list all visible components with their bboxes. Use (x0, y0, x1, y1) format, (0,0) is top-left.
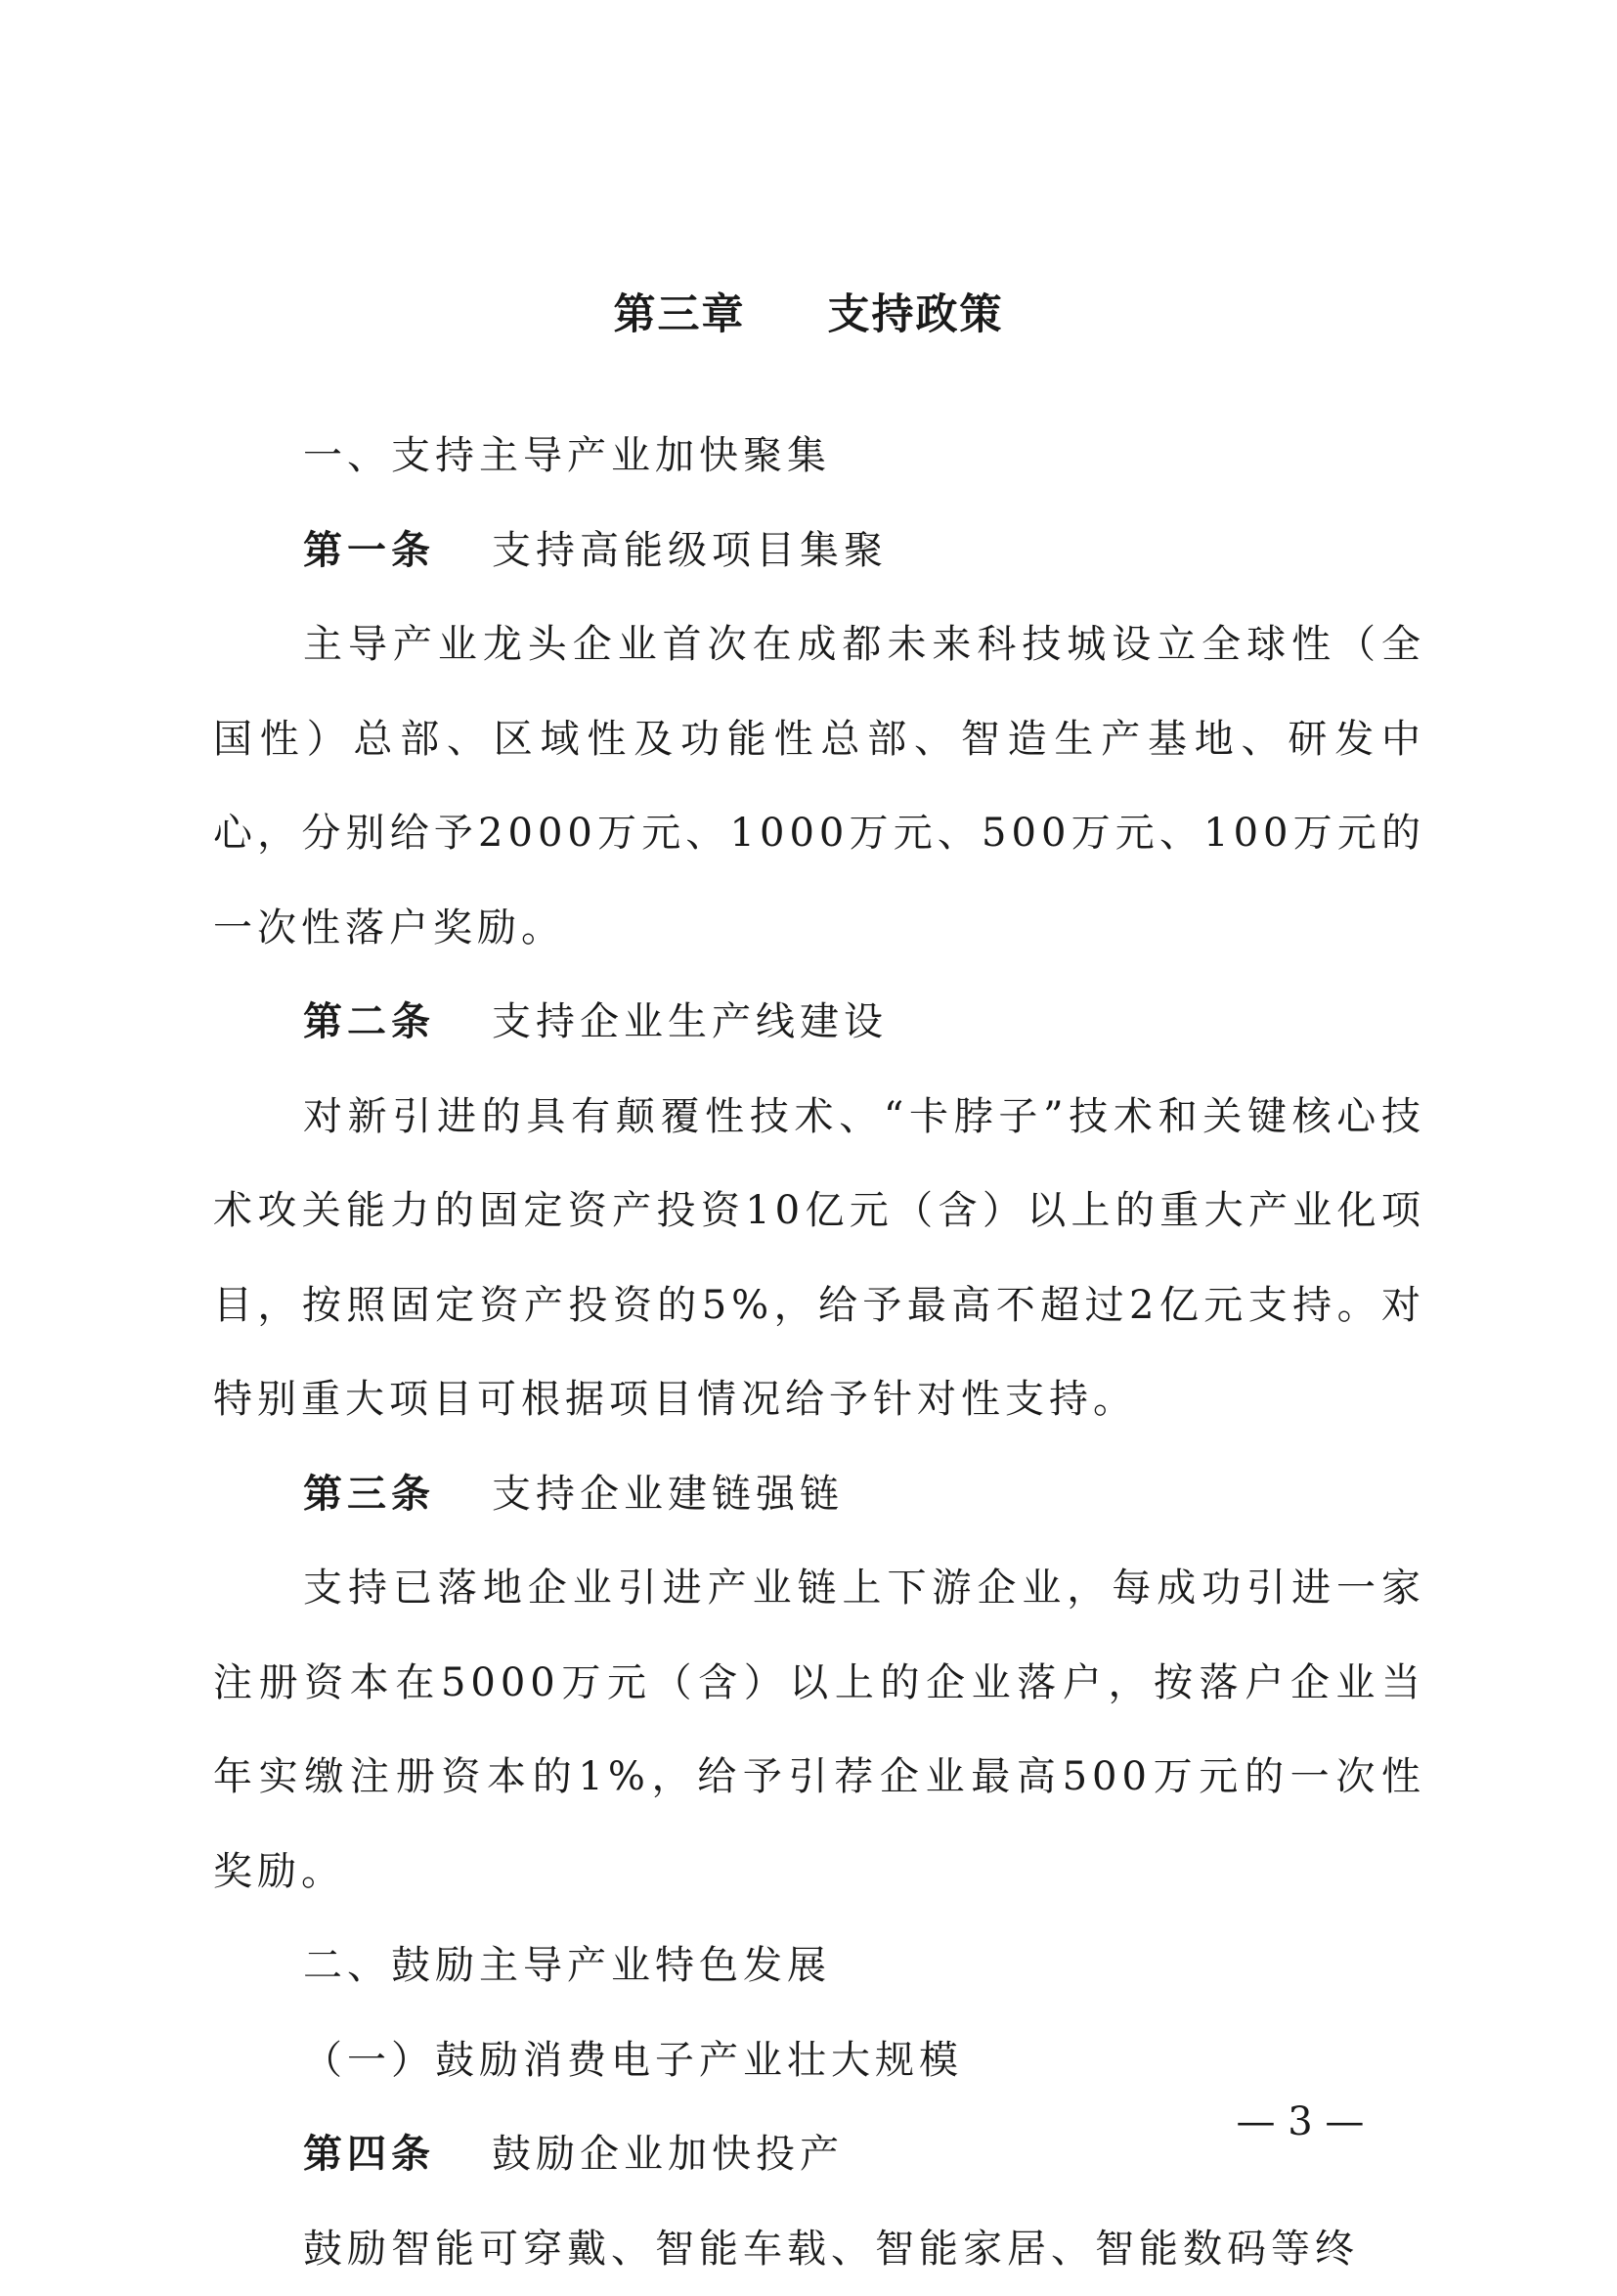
article-heading-3 (213, 1447, 1425, 1542)
chapter-number: 第三章 (614, 290, 746, 339)
article-title: 支持企业生产线建设 (492, 999, 888, 1044)
page-number: — 3 — (1212, 2093, 1388, 2151)
article-heading-2 (213, 975, 1425, 1070)
article-title: 支持企业建链强链 (492, 1472, 844, 1517)
subsection-heading-1: （一）鼓励消费电子产业壮大规模 (213, 2013, 1425, 2108)
chapter-title: 支持政策 (828, 290, 1004, 339)
article-body-4: 鼓励智能可穿戴、智能车载、智能家居、智能数码等终 (213, 2202, 1425, 2296)
article-label: 第一条 (303, 528, 435, 573)
article-body-1: 主导产业龙头企业首次在成都未来科技城设立全球性（全国性）总部、区域性及功能性总部、智造生产基地、研发中心，分别给予2000万元、1000万元、500万元、100万元的一次性落户奖励。 (213, 597, 1425, 975)
document-body (213, 409, 1425, 2296)
article-body-3: 支持已落地企业引进产业链上下游企业，每成功引进一家注册资本在5000万元（含）以上的企业落户，按落户企业当年实缴注册资本的1%，给予引荐企业最高500万元的一次性奖励。 (213, 1541, 1425, 1919)
article-title: 鼓励企业加快投产 (492, 2132, 844, 2177)
article-body-2: 对新引进的具有颠覆性技术、“卡脖子”技术和关键核心技术攻关能力的固定资产投资10亿元（含）以上的重大产业化项目，按照固定资产投资的5%，给予最高不超过2亿元支持。对特别重大项目可根据项目情况给予针对性支持。 (213, 1070, 1425, 1447)
article-label: 第四条 (303, 2132, 435, 2177)
article-title: 支持高能级项目集聚 (492, 528, 888, 573)
article-heading-1 (213, 504, 1425, 598)
article-label: 第三条 (303, 1472, 435, 1517)
article-label: 第二条 (303, 999, 435, 1044)
section-heading-1: 一、支持主导产业加快聚集 (213, 409, 1425, 504)
chapter-heading (0, 286, 1617, 344)
section-heading-2: 二、鼓励主导产业特色发展 (213, 1919, 1425, 2013)
